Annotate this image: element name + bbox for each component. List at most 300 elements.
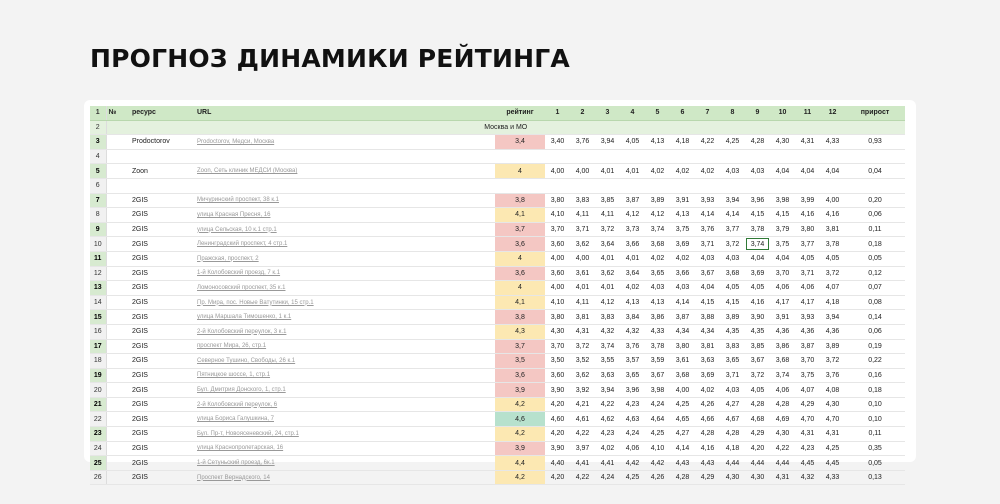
resource-cell[interactable]: 2GIS bbox=[130, 222, 195, 237]
no-cell[interactable] bbox=[106, 208, 130, 223]
month-value-cell[interactable]: 3,80 bbox=[670, 339, 695, 354]
month-value-cell[interactable]: 4,15 bbox=[745, 208, 770, 223]
month-value-cell[interactable] bbox=[645, 149, 670, 164]
month-value-cell[interactable]: 3,68 bbox=[670, 368, 695, 383]
resource-cell[interactable]: 2GIS bbox=[130, 208, 195, 223]
month-value-cell[interactable]: 4,31 bbox=[820, 427, 845, 442]
month-value-cell[interactable]: 4,33 bbox=[820, 470, 845, 485]
resource-cell[interactable]: 2GIS bbox=[130, 397, 195, 412]
month-value-cell[interactable]: 4,05 bbox=[820, 251, 845, 266]
month-value-cell[interactable]: 4,36 bbox=[820, 324, 845, 339]
month-value-cell[interactable]: 4,27 bbox=[720, 397, 745, 412]
resource-cell[interactable]: 2GIS bbox=[130, 354, 195, 369]
month-value-cell[interactable]: 4,11 bbox=[570, 208, 595, 223]
growth-cell[interactable]: 0,12 bbox=[845, 266, 905, 281]
growth-cell[interactable]: 0,11 bbox=[845, 222, 905, 237]
url-link[interactable]: 2-й Колобовский переулок, 6 bbox=[195, 397, 495, 412]
rating-cell[interactable] bbox=[495, 178, 545, 193]
no-cell[interactable] bbox=[106, 397, 130, 412]
month-value-cell[interactable]: 4,32 bbox=[620, 324, 645, 339]
month-value-cell[interactable]: 3,63 bbox=[595, 368, 620, 383]
col-header-month[interactable]: 6 bbox=[670, 106, 695, 120]
month-value-cell[interactable]: 4,05 bbox=[620, 135, 645, 150]
no-cell[interactable] bbox=[106, 324, 130, 339]
month-value-cell[interactable]: 3,88 bbox=[695, 310, 720, 325]
row-number[interactable]: 9 bbox=[90, 222, 106, 237]
month-value-cell[interactable]: 3,78 bbox=[745, 222, 770, 237]
month-value-cell[interactable]: 4,04 bbox=[770, 251, 795, 266]
month-value-cell[interactable]: 3,62 bbox=[570, 368, 595, 383]
row-number[interactable]: 3 bbox=[90, 135, 106, 150]
url-link[interactable]: 1-й Сетуньский проезд, 6к.1 bbox=[195, 456, 495, 471]
url-link[interactable]: Zoon, Сеть клиник МЕДСИ (Москва) bbox=[195, 164, 495, 179]
month-value-cell[interactable]: 4,33 bbox=[645, 324, 670, 339]
month-value-cell[interactable]: 4,18 bbox=[720, 441, 745, 456]
month-value-cell[interactable]: 4,03 bbox=[645, 281, 670, 296]
month-value-cell[interactable]: 3,79 bbox=[770, 222, 795, 237]
month-value-cell[interactable]: 4,41 bbox=[570, 456, 595, 471]
month-value-cell[interactable]: 3,99 bbox=[795, 193, 820, 208]
month-value-cell[interactable]: 4,03 bbox=[670, 281, 695, 296]
no-cell[interactable] bbox=[106, 237, 130, 252]
month-value-cell[interactable]: 3,89 bbox=[820, 339, 845, 354]
month-value-cell[interactable]: 3,72 bbox=[720, 237, 745, 252]
rating-cell[interactable]: 4,2 bbox=[495, 470, 545, 485]
month-value-cell[interactable]: 4,63 bbox=[620, 412, 645, 427]
month-value-cell[interactable]: 4,25 bbox=[645, 427, 670, 442]
month-value-cell[interactable]: 3,62 bbox=[570, 237, 595, 252]
month-value-cell[interactable]: 4,70 bbox=[820, 412, 845, 427]
resource-cell[interactable]: 2GIS bbox=[130, 456, 195, 471]
month-value-cell[interactable]: 3,67 bbox=[645, 368, 670, 383]
month-value-cell[interactable]: 3,57 bbox=[620, 354, 645, 369]
month-value-cell[interactable]: 3,74 bbox=[645, 222, 670, 237]
no-cell[interactable] bbox=[106, 251, 130, 266]
month-value-cell[interactable]: 4,00 bbox=[670, 383, 695, 398]
month-value-cell[interactable]: 3,69 bbox=[670, 237, 695, 252]
month-value-cell[interactable] bbox=[570, 178, 595, 193]
rating-cell[interactable] bbox=[495, 149, 545, 164]
month-value-cell[interactable] bbox=[770, 178, 795, 193]
month-value-cell[interactable]: 4,01 bbox=[595, 251, 620, 266]
growth-cell[interactable]: 0,18 bbox=[845, 383, 905, 398]
url-link[interactable]: улица Маршала Тимошенко, 1 к.1 bbox=[195, 310, 495, 325]
growth-cell[interactable]: 0,05 bbox=[845, 456, 905, 471]
col-header-month[interactable]: 5 bbox=[645, 106, 670, 120]
month-value-cell[interactable]: 4,60 bbox=[545, 412, 570, 427]
month-value-cell[interactable]: 3,87 bbox=[670, 310, 695, 325]
month-value-cell[interactable]: 3,76 bbox=[570, 135, 595, 150]
month-value-cell[interactable]: 3,94 bbox=[820, 310, 845, 325]
month-value-cell[interactable]: 4,01 bbox=[620, 251, 645, 266]
month-value-cell[interactable]: 3,66 bbox=[620, 237, 645, 252]
row-number[interactable]: 2 bbox=[90, 120, 106, 135]
month-value-cell[interactable] bbox=[795, 149, 820, 164]
month-value-cell[interactable]: 3,76 bbox=[620, 339, 645, 354]
month-value-cell[interactable]: 3,75 bbox=[795, 368, 820, 383]
month-value-cell[interactable]: 3,64 bbox=[595, 237, 620, 252]
url-link[interactable]: Бул. Дмитрия Донского, 1, стр.1 bbox=[195, 383, 495, 398]
month-value-cell[interactable]: 4,32 bbox=[595, 324, 620, 339]
month-value-cell[interactable]: 3,76 bbox=[695, 222, 720, 237]
growth-cell[interactable]: 0,13 bbox=[845, 470, 905, 485]
no-cell[interactable] bbox=[106, 164, 130, 179]
month-value-cell[interactable]: 3,70 bbox=[545, 222, 570, 237]
month-value-cell[interactable]: 4,02 bbox=[620, 281, 645, 296]
month-value-cell[interactable]: 4,02 bbox=[695, 383, 720, 398]
month-value-cell[interactable]: 3,67 bbox=[745, 354, 770, 369]
url-link[interactable]: 1-й Колобовский проезд, 7 к.1 bbox=[195, 266, 495, 281]
month-value-cell[interactable]: 3,81 bbox=[695, 339, 720, 354]
month-value-cell[interactable]: 4,32 bbox=[795, 470, 820, 485]
month-value-cell[interactable]: 4,05 bbox=[745, 281, 770, 296]
month-value-cell[interactable]: 4,10 bbox=[645, 441, 670, 456]
no-cell[interactable] bbox=[106, 456, 130, 471]
month-value-cell[interactable]: 4,30 bbox=[545, 324, 570, 339]
growth-cell[interactable]: 0,06 bbox=[845, 208, 905, 223]
col-header-no[interactable]: № bbox=[106, 106, 130, 120]
rating-cell[interactable]: 4,4 bbox=[495, 456, 545, 471]
rating-cell[interactable]: 4,6 bbox=[495, 412, 545, 427]
month-value-cell[interactable]: 4,15 bbox=[770, 208, 795, 223]
col-header-resource[interactable]: ресурс bbox=[130, 106, 195, 120]
month-value-cell[interactable]: 4,36 bbox=[770, 324, 795, 339]
resource-cell[interactable]: Zoon bbox=[130, 164, 195, 179]
url-link[interactable]: Проспект Вернадского, 14 bbox=[195, 470, 495, 485]
rating-cell[interactable]: 3,7 bbox=[495, 222, 545, 237]
month-value-cell[interactable] bbox=[620, 178, 645, 193]
rating-cell[interactable]: 4,2 bbox=[495, 397, 545, 412]
month-value-cell[interactable]: 4,27 bbox=[670, 427, 695, 442]
col-header-month[interactable]: 4 bbox=[620, 106, 645, 120]
col-header-url[interactable]: URL bbox=[195, 106, 495, 120]
month-value-cell[interactable]: 4,28 bbox=[745, 135, 770, 150]
month-value-cell[interactable]: 4,11 bbox=[595, 208, 620, 223]
month-value-cell[interactable]: 4,28 bbox=[720, 427, 745, 442]
month-value-cell[interactable]: 4,44 bbox=[745, 456, 770, 471]
row-number[interactable]: 25 bbox=[90, 456, 106, 471]
month-value-cell[interactable]: 3,40 bbox=[545, 135, 570, 150]
month-value-cell[interactable]: 4,68 bbox=[745, 412, 770, 427]
resource-cell[interactable]: Prodoctorov bbox=[130, 135, 195, 150]
month-value-cell[interactable]: 4,44 bbox=[770, 456, 795, 471]
row-number[interactable]: 20 bbox=[90, 383, 106, 398]
month-value-cell[interactable]: 4,28 bbox=[770, 397, 795, 412]
month-value-cell[interactable]: 4,14 bbox=[720, 208, 745, 223]
month-value-cell[interactable]: 3,65 bbox=[620, 368, 645, 383]
month-value-cell[interactable]: 4,10 bbox=[545, 208, 570, 223]
month-value-cell[interactable] bbox=[645, 178, 670, 193]
rating-cell[interactable]: 3,9 bbox=[495, 383, 545, 398]
month-value-cell[interactable]: 4,11 bbox=[570, 295, 595, 310]
month-value-cell[interactable]: 3,98 bbox=[645, 383, 670, 398]
no-cell[interactable] bbox=[106, 178, 130, 193]
month-value-cell[interactable]: 4,29 bbox=[795, 397, 820, 412]
month-value-cell[interactable]: 4,35 bbox=[720, 324, 745, 339]
month-value-cell[interactable]: 4,14 bbox=[670, 295, 695, 310]
month-value-cell[interactable]: 4,06 bbox=[620, 441, 645, 456]
row-number[interactable]: 18 bbox=[90, 354, 106, 369]
resource-cell[interactable]: 2GIS bbox=[130, 310, 195, 325]
month-value-cell[interactable]: 3,66 bbox=[670, 266, 695, 281]
month-value-cell[interactable]: 4,28 bbox=[745, 397, 770, 412]
growth-cell[interactable]: 0,93 bbox=[845, 135, 905, 150]
month-value-cell[interactable]: 4,15 bbox=[695, 295, 720, 310]
month-value-cell[interactable]: 3,92 bbox=[570, 383, 595, 398]
growth-cell[interactable]: 0,10 bbox=[845, 397, 905, 412]
month-value-cell[interactable]: 3,63 bbox=[695, 354, 720, 369]
month-value-cell[interactable]: 3,71 bbox=[695, 237, 720, 252]
month-value-cell[interactable]: 3,59 bbox=[645, 354, 670, 369]
resource-cell[interactable]: 2GIS bbox=[130, 441, 195, 456]
month-value-cell[interactable]: 4,24 bbox=[645, 397, 670, 412]
month-value-cell[interactable]: 3,70 bbox=[770, 266, 795, 281]
month-value-cell[interactable]: 4,04 bbox=[820, 164, 845, 179]
month-value-cell[interactable]: 3,65 bbox=[720, 354, 745, 369]
no-cell[interactable] bbox=[106, 266, 130, 281]
url-link[interactable]: Ленинградский проспект, 4 стр.1 bbox=[195, 237, 495, 252]
month-value-cell[interactable]: 3,74 bbox=[745, 237, 770, 252]
month-value-cell[interactable]: 3,69 bbox=[745, 266, 770, 281]
month-value-cell[interactable]: 3,50 bbox=[545, 354, 570, 369]
month-value-cell[interactable]: 3,96 bbox=[745, 193, 770, 208]
no-cell[interactable] bbox=[106, 339, 130, 354]
row-number[interactable]: 15 bbox=[90, 310, 106, 325]
month-value-cell[interactable]: 4,45 bbox=[820, 456, 845, 471]
growth-cell[interactable]: 0,19 bbox=[845, 339, 905, 354]
no-cell[interactable] bbox=[106, 149, 130, 164]
col-header-growth[interactable]: прирост bbox=[845, 106, 905, 120]
month-value-cell[interactable]: 3,65 bbox=[645, 266, 670, 281]
month-value-cell[interactable]: 4,31 bbox=[770, 470, 795, 485]
month-value-cell[interactable]: 4,21 bbox=[570, 397, 595, 412]
month-value-cell[interactable]: 4,24 bbox=[620, 427, 645, 442]
month-value-cell[interactable]: 4,22 bbox=[570, 470, 595, 485]
month-value-cell[interactable]: 4,22 bbox=[695, 135, 720, 150]
month-value-cell[interactable]: 3,80 bbox=[795, 222, 820, 237]
month-value-cell[interactable]: 4,26 bbox=[695, 397, 720, 412]
month-value-cell[interactable]: 4,05 bbox=[720, 281, 745, 296]
month-value-cell[interactable]: 3,60 bbox=[545, 266, 570, 281]
growth-cell[interactable]: 0,08 bbox=[845, 295, 905, 310]
growth-cell[interactable]: 0,07 bbox=[845, 281, 905, 296]
month-value-cell[interactable]: 4,34 bbox=[670, 324, 695, 339]
no-cell[interactable] bbox=[106, 135, 130, 150]
month-value-cell[interactable]: 4,08 bbox=[820, 383, 845, 398]
region-label[interactable]: Москва и МО bbox=[106, 120, 905, 135]
url-link[interactable]: Пятницкое шоссе, 1, стр.1 bbox=[195, 368, 495, 383]
month-value-cell[interactable] bbox=[670, 178, 695, 193]
month-value-cell[interactable]: 4,00 bbox=[545, 281, 570, 296]
month-value-cell[interactable] bbox=[720, 178, 745, 193]
month-value-cell[interactable]: 4,31 bbox=[795, 135, 820, 150]
month-value-cell[interactable]: 4,04 bbox=[770, 164, 795, 179]
month-value-cell[interactable] bbox=[820, 149, 845, 164]
month-value-cell[interactable]: 4,43 bbox=[670, 456, 695, 471]
month-value-cell[interactable] bbox=[795, 178, 820, 193]
month-value-cell[interactable]: 4,33 bbox=[820, 135, 845, 150]
month-value-cell[interactable]: 4,12 bbox=[620, 208, 645, 223]
month-value-cell[interactable]: 3,89 bbox=[720, 310, 745, 325]
month-value-cell[interactable]: 4,06 bbox=[770, 383, 795, 398]
rating-cell[interactable]: 4 bbox=[495, 251, 545, 266]
month-value-cell[interactable]: 4,31 bbox=[795, 427, 820, 442]
month-value-cell[interactable] bbox=[745, 149, 770, 164]
month-value-cell[interactable]: 3,90 bbox=[545, 441, 570, 456]
month-value-cell[interactable]: 4,42 bbox=[645, 456, 670, 471]
no-cell[interactable] bbox=[106, 470, 130, 485]
month-value-cell[interactable]: 4,13 bbox=[645, 135, 670, 150]
month-value-cell[interactable]: 4,34 bbox=[695, 324, 720, 339]
row-number[interactable]: 24 bbox=[90, 441, 106, 456]
row-number[interactable]: 1 bbox=[90, 106, 106, 120]
growth-cell[interactable]: 0,20 bbox=[845, 193, 905, 208]
rating-cell[interactable]: 3,6 bbox=[495, 368, 545, 383]
col-header-month[interactable]: 7 bbox=[695, 106, 720, 120]
month-value-cell[interactable]: 4,01 bbox=[570, 281, 595, 296]
month-value-cell[interactable]: 4,00 bbox=[545, 251, 570, 266]
month-value-cell[interactable]: 3,90 bbox=[745, 310, 770, 325]
month-value-cell[interactable] bbox=[620, 149, 645, 164]
month-value-cell[interactable]: 3,81 bbox=[820, 222, 845, 237]
row-number[interactable]: 10 bbox=[90, 237, 106, 252]
month-value-cell[interactable]: 4,06 bbox=[770, 281, 795, 296]
row-number[interactable]: 8 bbox=[90, 208, 106, 223]
month-value-cell[interactable]: 4,00 bbox=[570, 251, 595, 266]
month-value-cell[interactable] bbox=[545, 149, 570, 164]
month-value-cell[interactable]: 3,67 bbox=[695, 266, 720, 281]
month-value-cell[interactable]: 3,73 bbox=[620, 222, 645, 237]
resource-cell[interactable]: 2GIS bbox=[130, 237, 195, 252]
month-value-cell[interactable]: 3,91 bbox=[770, 310, 795, 325]
rating-cell[interactable]: 4,2 bbox=[495, 427, 545, 442]
month-value-cell[interactable]: 3,86 bbox=[770, 339, 795, 354]
month-value-cell[interactable]: 3,83 bbox=[720, 339, 745, 354]
month-value-cell[interactable]: 4,16 bbox=[695, 441, 720, 456]
month-value-cell[interactable]: 4,23 bbox=[595, 427, 620, 442]
month-value-cell[interactable]: 3,94 bbox=[595, 135, 620, 150]
month-value-cell[interactable]: 4,65 bbox=[670, 412, 695, 427]
month-value-cell[interactable] bbox=[545, 178, 570, 193]
month-value-cell[interactable]: 4,23 bbox=[795, 441, 820, 456]
month-value-cell[interactable]: 3,91 bbox=[670, 193, 695, 208]
month-value-cell[interactable]: 3,72 bbox=[570, 339, 595, 354]
month-value-cell[interactable]: 4,28 bbox=[695, 427, 720, 442]
growth-cell[interactable]: 0,11 bbox=[845, 427, 905, 442]
month-value-cell[interactable]: 4,26 bbox=[645, 470, 670, 485]
growth-cell[interactable]: 0,14 bbox=[845, 310, 905, 325]
row-number[interactable]: 19 bbox=[90, 368, 106, 383]
resource-cell[interactable]: 2GIS bbox=[130, 383, 195, 398]
url-link[interactable]: проспект Мира, 26, стр.1 bbox=[195, 339, 495, 354]
month-value-cell[interactable]: 4,03 bbox=[745, 164, 770, 179]
month-value-cell[interactable]: 4,64 bbox=[645, 412, 670, 427]
month-value-cell[interactable] bbox=[720, 149, 745, 164]
month-value-cell[interactable]: 4,70 bbox=[795, 412, 820, 427]
month-value-cell[interactable]: 3,72 bbox=[820, 266, 845, 281]
month-value-cell[interactable]: 4,20 bbox=[745, 441, 770, 456]
row-number[interactable]: 22 bbox=[90, 412, 106, 427]
month-value-cell[interactable]: 3,71 bbox=[795, 266, 820, 281]
url-link[interactable]: 2-й Колобовский переулок, 3 к.1 bbox=[195, 324, 495, 339]
rating-cell[interactable]: 3,7 bbox=[495, 339, 545, 354]
month-value-cell[interactable]: 3,74 bbox=[595, 339, 620, 354]
no-cell[interactable] bbox=[106, 295, 130, 310]
month-value-cell[interactable]: 4,43 bbox=[695, 456, 720, 471]
month-value-cell[interactable]: 4,14 bbox=[670, 441, 695, 456]
col-header-month[interactable]: 3 bbox=[595, 106, 620, 120]
resource-cell[interactable] bbox=[130, 178, 195, 193]
rating-cell[interactable]: 3,6 bbox=[495, 237, 545, 252]
row-number[interactable]: 4 bbox=[90, 149, 106, 164]
resource-cell[interactable]: 2GIS bbox=[130, 339, 195, 354]
month-value-cell[interactable]: 4,02 bbox=[645, 251, 670, 266]
month-value-cell[interactable]: 4,16 bbox=[795, 208, 820, 223]
month-value-cell[interactable]: 3,77 bbox=[720, 222, 745, 237]
month-value-cell[interactable]: 4,22 bbox=[770, 441, 795, 456]
growth-cell[interactable]: 0,22 bbox=[845, 354, 905, 369]
month-value-cell[interactable]: 4,29 bbox=[745, 427, 770, 442]
no-cell[interactable] bbox=[106, 441, 130, 456]
month-value-cell[interactable]: 4,12 bbox=[645, 208, 670, 223]
month-value-cell[interactable]: 4,16 bbox=[745, 295, 770, 310]
month-value-cell[interactable]: 4,20 bbox=[545, 470, 570, 485]
month-value-cell[interactable]: 3,78 bbox=[645, 339, 670, 354]
month-value-cell[interactable]: 4,02 bbox=[645, 164, 670, 179]
month-value-cell[interactable]: 3,68 bbox=[645, 237, 670, 252]
url-link[interactable]: Prodoctorov, Медси, Москва bbox=[195, 135, 495, 150]
month-value-cell[interactable]: 3,60 bbox=[545, 237, 570, 252]
month-value-cell[interactable]: 4,20 bbox=[545, 397, 570, 412]
month-value-cell[interactable]: 3,98 bbox=[770, 193, 795, 208]
url-link[interactable]: улица Бориса Галушкина, 7 bbox=[195, 412, 495, 427]
month-value-cell[interactable]: 4,36 bbox=[795, 324, 820, 339]
month-value-cell[interactable]: 3,76 bbox=[820, 368, 845, 383]
resource-cell[interactable]: 2GIS bbox=[130, 368, 195, 383]
growth-cell[interactable]: 0,18 bbox=[845, 237, 905, 252]
month-value-cell[interactable]: 3,61 bbox=[670, 354, 695, 369]
growth-cell[interactable] bbox=[845, 149, 905, 164]
month-value-cell[interactable]: 4,13 bbox=[645, 295, 670, 310]
growth-cell[interactable]: 0,05 bbox=[845, 251, 905, 266]
month-value-cell[interactable]: 4,05 bbox=[795, 251, 820, 266]
resource-cell[interactable]: 2GIS bbox=[130, 324, 195, 339]
row-number[interactable]: 5 bbox=[90, 164, 106, 179]
row-number[interactable]: 21 bbox=[90, 397, 106, 412]
rating-cell[interactable]: 3,8 bbox=[495, 193, 545, 208]
month-value-cell[interactable]: 4,17 bbox=[795, 295, 820, 310]
month-value-cell[interactable]: 4,44 bbox=[720, 456, 745, 471]
no-cell[interactable] bbox=[106, 193, 130, 208]
month-value-cell[interactable]: 4,05 bbox=[745, 383, 770, 398]
month-value-cell[interactable]: 3,70 bbox=[545, 339, 570, 354]
month-value-cell[interactable]: 3,75 bbox=[770, 237, 795, 252]
rating-cell[interactable]: 4,3 bbox=[495, 324, 545, 339]
rating-cell[interactable]: 4,1 bbox=[495, 295, 545, 310]
no-cell[interactable] bbox=[106, 354, 130, 369]
month-value-cell[interactable]: 3,71 bbox=[720, 368, 745, 383]
resource-cell[interactable]: 2GIS bbox=[130, 193, 195, 208]
month-value-cell[interactable]: 4,04 bbox=[745, 251, 770, 266]
month-value-cell[interactable]: 4,35 bbox=[745, 324, 770, 339]
row-number[interactable]: 17 bbox=[90, 339, 106, 354]
month-value-cell[interactable]: 4,30 bbox=[745, 470, 770, 485]
month-value-cell[interactable]: 4,66 bbox=[695, 412, 720, 427]
no-cell[interactable] bbox=[106, 383, 130, 398]
row-number[interactable]: 7 bbox=[90, 193, 106, 208]
month-value-cell[interactable]: 3,64 bbox=[620, 266, 645, 281]
month-value-cell[interactable]: 3,97 bbox=[570, 441, 595, 456]
